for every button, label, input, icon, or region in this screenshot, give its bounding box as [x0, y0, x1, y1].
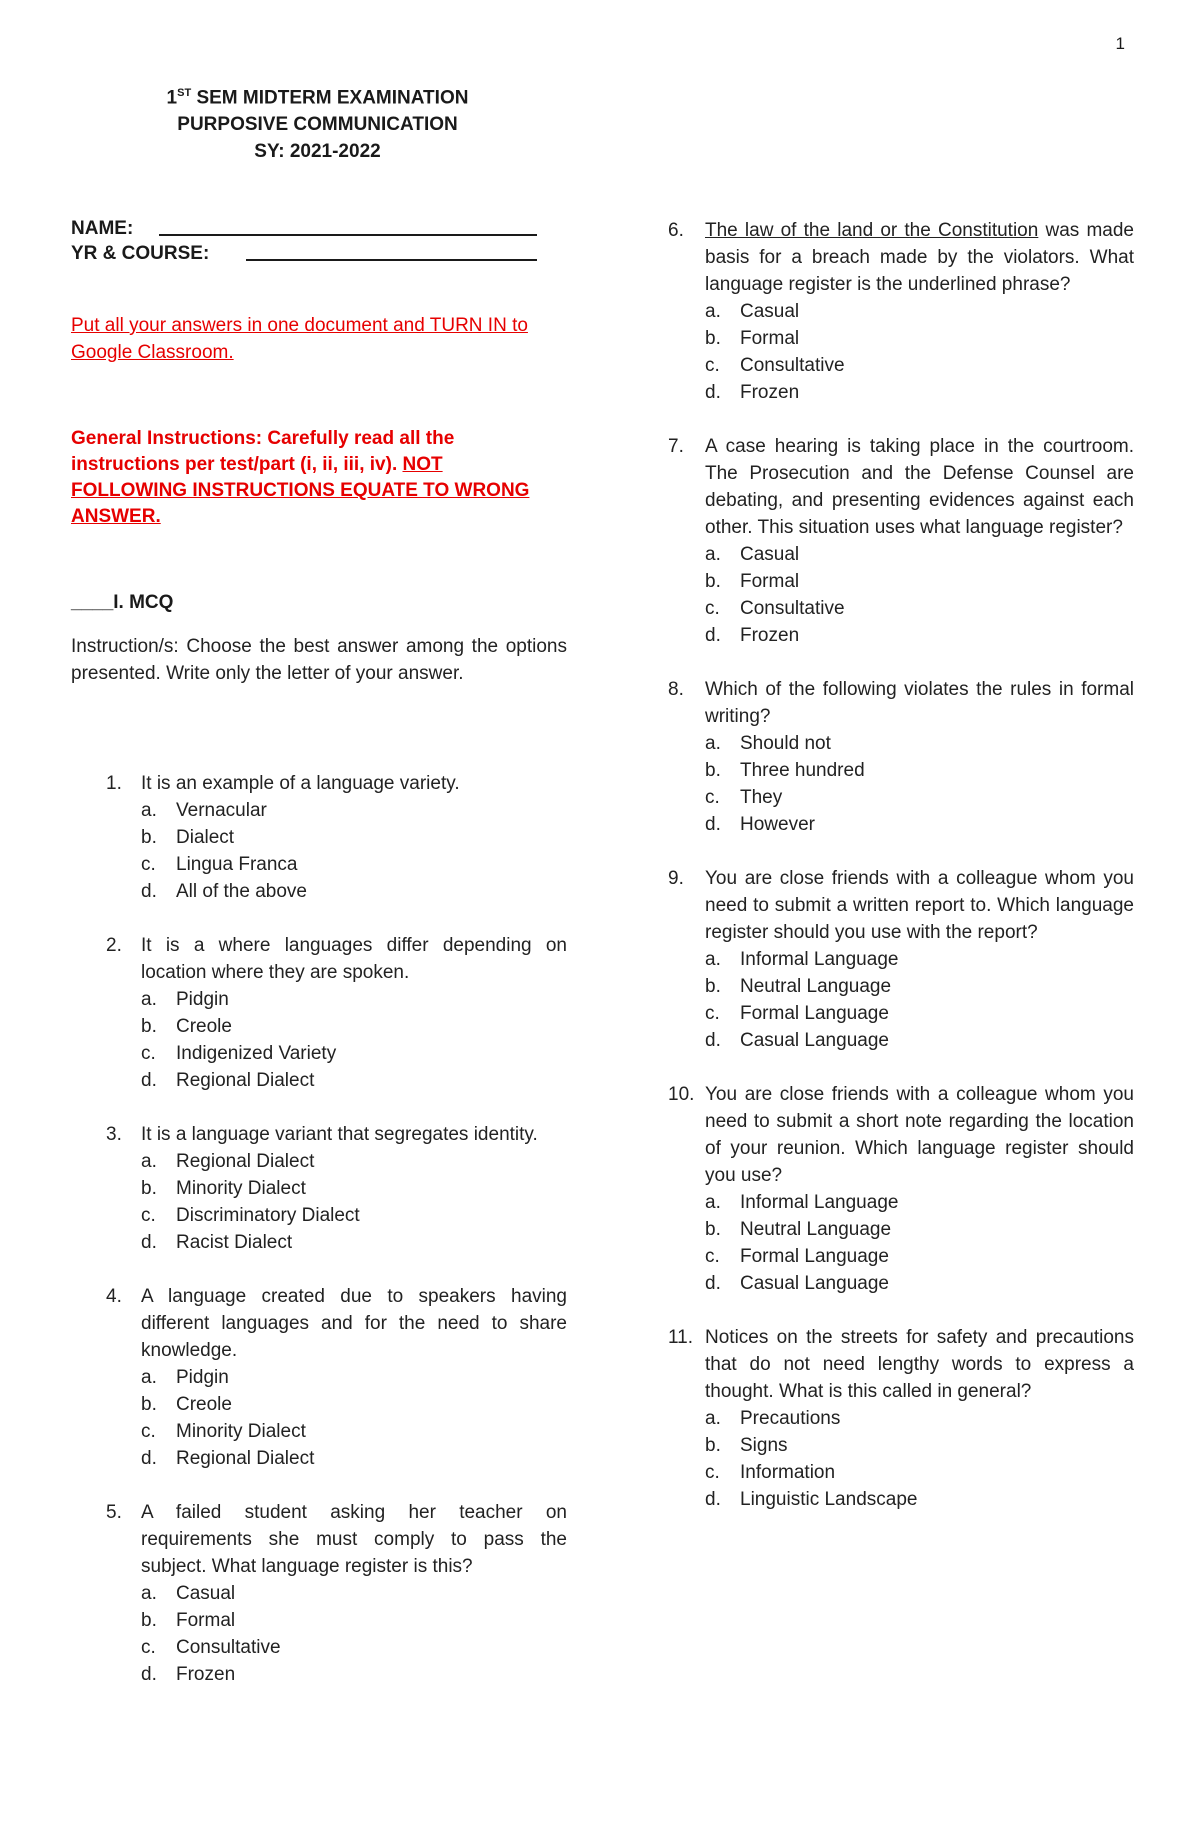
- option-letter: b.: [705, 760, 721, 781]
- answer-option[interactable]: [705, 568, 1134, 595]
- question-number: 2.: [106, 935, 122, 956]
- answer-option[interactable]: [705, 298, 1134, 325]
- questions-left-column: [106, 770, 567, 1715]
- question-4: [106, 1283, 567, 1472]
- option-letter: d.: [705, 625, 721, 646]
- name-field[interactable]: [71, 218, 133, 240]
- option-text: Vernacular: [176, 800, 267, 821]
- option-text: Indigenized Variety: [176, 1043, 337, 1064]
- question-8: [670, 676, 1134, 838]
- option-text: Casual: [740, 301, 800, 322]
- option-text: Consultative: [176, 1637, 281, 1658]
- answer-option[interactable]: [705, 1405, 1134, 1432]
- option-text: Creole: [176, 1016, 232, 1037]
- answer-option[interactable]: [141, 1580, 567, 1607]
- option-letter: b.: [141, 1394, 157, 1415]
- option-text: However: [740, 814, 815, 835]
- question-stem: It is a where languages differ depending on location where they are spoken.: [141, 935, 567, 983]
- answer-option[interactable]: [141, 1391, 567, 1418]
- answer-option[interactable]: [141, 878, 567, 905]
- question-stem: Which of the following violates the rules in formal writing?: [705, 679, 1134, 727]
- option-letter: b.: [705, 571, 721, 592]
- option-letter: b.: [141, 827, 157, 848]
- option-letter: d.: [705, 814, 721, 835]
- question-stem: Notices on the streets for safety and precautions that do not need lengthy words to express a thought. What is this called in general?: [705, 1327, 1134, 1402]
- option-letter: b.: [141, 1016, 157, 1037]
- question-number: 1.: [106, 773, 122, 794]
- answer-option[interactable]: [141, 1202, 567, 1229]
- question-number: 8.: [668, 679, 684, 700]
- option-text: Formal: [176, 1610, 236, 1631]
- course-field[interactable]: [71, 243, 209, 265]
- option-letter: a.: [705, 733, 721, 754]
- answer-option[interactable]: [705, 1216, 1134, 1243]
- option-letter: b.: [705, 976, 721, 997]
- answer-option[interactable]: [141, 824, 567, 851]
- submission-note: Put all your answers in one document and TURN IN to Google Classroom.: [71, 315, 528, 363]
- answer-option[interactable]: [141, 1040, 567, 1067]
- answer-option[interactable]: [705, 1459, 1134, 1486]
- option-letter: b.: [705, 328, 721, 349]
- option-letter: c.: [705, 355, 720, 376]
- answer-option[interactable]: [705, 352, 1134, 379]
- option-letter: a.: [141, 1151, 157, 1172]
- option-text: Formal Language: [740, 1246, 889, 1267]
- option-text: Formal Language: [740, 1003, 889, 1024]
- question-6: [670, 217, 1134, 406]
- option-text: Regional Dialect: [176, 1151, 315, 1172]
- question-number: 10.: [668, 1084, 695, 1105]
- option-letter: b.: [705, 1219, 721, 1240]
- question-stem: The law of the land or the Constitution was made basis for a breach made by the violators. What language register is the underlined phrase?: [705, 220, 1135, 295]
- option-text: Consultative: [740, 355, 845, 376]
- option-letter: c.: [705, 1462, 720, 1483]
- answer-option[interactable]: [705, 1486, 1134, 1513]
- option-letter: a.: [141, 989, 157, 1010]
- option-text: Frozen: [176, 1664, 236, 1685]
- question-number: 5.: [106, 1502, 122, 1523]
- option-letter: c.: [705, 787, 720, 808]
- question-stem: It is a language variant that segregates identity.: [141, 1124, 538, 1145]
- answer-option[interactable]: [141, 797, 567, 824]
- option-letter: a.: [141, 1367, 157, 1388]
- option-letter: c.: [141, 1637, 156, 1658]
- option-text: Neutral Language: [740, 1219, 892, 1240]
- option-letter: b.: [141, 1178, 157, 1199]
- option-text: Formal: [740, 571, 800, 592]
- question-stem: A failed student asking her teacher on requirements she must comply to pass the subject. What language register is this?: [141, 1502, 567, 1577]
- question-number: 9.: [668, 868, 684, 889]
- option-letter: d.: [141, 1070, 157, 1091]
- option-text: Casual Language: [740, 1030, 889, 1051]
- answer-option[interactable]: [705, 1432, 1134, 1459]
- header-line-1: 1ST SEM MIDTERM EXAMINATION: [166, 87, 469, 109]
- option-letter: d.: [705, 1030, 721, 1051]
- question-number: 6.: [668, 220, 684, 241]
- mcq-instruction: Instruction/s: Choose the best answer among the options presented. Write only the letter of your answer.: [71, 636, 567, 684]
- answer-option[interactable]: [141, 1175, 567, 1202]
- answer-option[interactable]: [141, 1634, 567, 1661]
- answer-option[interactable]: [141, 851, 567, 878]
- name-label: NAME:: [71, 218, 134, 239]
- option-letter: c.: [141, 1421, 156, 1442]
- general-instructions: General Instructions: Carefully read all the instructions per test/part (i, ii, iii, iv). NOT FOLLOWING INSTRUCTIONS EQUATE TO WRONG ANSWER.: [71, 428, 530, 527]
- question-stem: You are close friends with a colleague whom you need to submit a short note regarding the location of your reunion. Which language register should you use?: [705, 1084, 1134, 1186]
- exam-header: [120, 80, 515, 165]
- option-text: Minority Dialect: [176, 1421, 306, 1442]
- option-text: Regional Dialect: [176, 1448, 315, 1469]
- option-letter: b.: [141, 1610, 157, 1631]
- option-letter: c.: [705, 1246, 720, 1267]
- questions-right-column: [670, 217, 1134, 1540]
- option-text: Frozen: [740, 382, 800, 403]
- option-text: Casual Language: [740, 1273, 889, 1294]
- answer-option[interactable]: [705, 622, 1134, 649]
- option-text: Formal: [740, 328, 800, 349]
- question-stem: A language created due to speakers having different languages and for the need to share knowledge.: [141, 1286, 567, 1361]
- answer-option[interactable]: [141, 1661, 567, 1688]
- option-letter: b.: [705, 1435, 721, 1456]
- option-text: They: [740, 787, 783, 808]
- option-text: Linguistic Landscape: [740, 1489, 918, 1510]
- option-letter: a.: [705, 544, 721, 565]
- option-text: Frozen: [740, 625, 800, 646]
- question-number: 4.: [106, 1286, 122, 1307]
- option-text: Pidgin: [176, 989, 229, 1010]
- question-2: [106, 932, 567, 1094]
- option-text: Signs: [740, 1435, 788, 1456]
- option-text: Informal Language: [740, 1192, 899, 1213]
- answer-option[interactable]: [705, 379, 1134, 406]
- option-text: Regional Dialect: [176, 1070, 315, 1091]
- option-text: Precautions: [740, 1408, 841, 1429]
- option-text: Casual: [176, 1583, 236, 1604]
- option-letter: a.: [705, 949, 721, 970]
- option-letter: d.: [705, 1489, 721, 1510]
- answer-option[interactable]: [141, 1148, 567, 1175]
- answer-option[interactable]: [705, 784, 1134, 811]
- question-3: [106, 1121, 567, 1256]
- option-letter: c.: [705, 1003, 720, 1024]
- answer-option[interactable]: [705, 973, 1134, 1000]
- option-text: Consultative: [740, 598, 845, 619]
- option-letter: d.: [141, 1232, 157, 1253]
- option-text: Three hundred: [740, 760, 865, 781]
- option-letter: d.: [705, 382, 721, 403]
- option-text: All of the above: [176, 881, 307, 902]
- option-text: Pidgin: [176, 1367, 229, 1388]
- answer-option[interactable]: [705, 1027, 1134, 1054]
- question-stem: You are close friends with a colleague whom you need to submit a written report to. Which language register should you use with the report?: [705, 868, 1134, 943]
- option-letter: a.: [705, 301, 721, 322]
- answer-option[interactable]: [141, 1418, 567, 1445]
- page-number: 1: [1115, 34, 1125, 53]
- section-title: ____I. MCQ: [71, 592, 174, 613]
- question-number: 7.: [668, 436, 684, 457]
- question-11: [670, 1324, 1134, 1513]
- option-letter: d.: [705, 1273, 721, 1294]
- answer-option[interactable]: [705, 541, 1134, 568]
- option-text: Lingua Franca: [176, 854, 298, 875]
- answer-option[interactable]: [705, 1270, 1134, 1297]
- answer-option[interactable]: [141, 1607, 567, 1634]
- answer-option[interactable]: [705, 757, 1134, 784]
- question-1: [106, 770, 567, 905]
- question-7: [670, 433, 1134, 649]
- option-text: Discriminatory Dialect: [176, 1205, 360, 1226]
- answer-option[interactable]: [705, 325, 1134, 352]
- option-text: Casual: [740, 544, 800, 565]
- option-text: Should not: [740, 733, 831, 754]
- option-text: Dialect: [176, 827, 235, 848]
- option-text: Neutral Language: [740, 976, 892, 997]
- option-letter: c.: [141, 1043, 156, 1064]
- option-letter: c.: [705, 598, 720, 619]
- underlined-phrase: The law of the land or the Constitution: [705, 220, 1039, 241]
- option-letter: a.: [141, 800, 157, 821]
- option-letter: c.: [141, 854, 156, 875]
- option-text: Racist Dialect: [176, 1232, 293, 1253]
- question-9: [670, 865, 1134, 1054]
- answer-option[interactable]: [705, 1000, 1134, 1027]
- option-letter: c.: [141, 1205, 156, 1226]
- answer-option[interactable]: [141, 1364, 567, 1391]
- question-number: 3.: [106, 1124, 122, 1145]
- answer-option[interactable]: [705, 1189, 1134, 1216]
- option-text: Minority Dialect: [176, 1178, 306, 1199]
- header-line-3: SY: 2021-2022: [254, 141, 381, 163]
- answer-option[interactable]: [141, 1445, 567, 1472]
- answer-option[interactable]: [705, 1243, 1134, 1270]
- header-line-2: PURPOSIVE COMMUNICATION: [177, 114, 458, 136]
- option-letter: a.: [141, 1583, 157, 1604]
- option-letter: a.: [705, 1408, 721, 1429]
- answer-option[interactable]: [705, 946, 1134, 973]
- question-10: [670, 1081, 1134, 1297]
- answer-option[interactable]: [705, 730, 1134, 757]
- option-letter: a.: [705, 1192, 721, 1213]
- question-stem: It is an example of a language variety.: [141, 773, 460, 794]
- option-letter: d.: [141, 1448, 157, 1469]
- answer-option[interactable]: [141, 1229, 567, 1256]
- answer-option[interactable]: [141, 1013, 567, 1040]
- answer-option[interactable]: [141, 1067, 567, 1094]
- option-text: Creole: [176, 1394, 232, 1415]
- name-line: [159, 234, 537, 236]
- answer-option[interactable]: [705, 811, 1134, 838]
- option-letter: d.: [141, 1664, 157, 1685]
- question-number: 11.: [668, 1327, 694, 1348]
- question-5: [106, 1499, 567, 1688]
- option-letter: d.: [141, 881, 157, 902]
- course-label: YR & COURSE:: [71, 243, 210, 264]
- question-stem: A case hearing is taking place in the courtroom. The Prosecution and the Defense Counsel are debating, and presenting evidences against each other. This situation uses what language register?: [705, 436, 1134, 538]
- answer-option[interactable]: [705, 595, 1134, 622]
- answer-option[interactable]: [141, 986, 567, 1013]
- option-text: Information: [740, 1462, 836, 1483]
- course-line: [246, 259, 537, 261]
- option-text: Informal Language: [740, 949, 899, 970]
